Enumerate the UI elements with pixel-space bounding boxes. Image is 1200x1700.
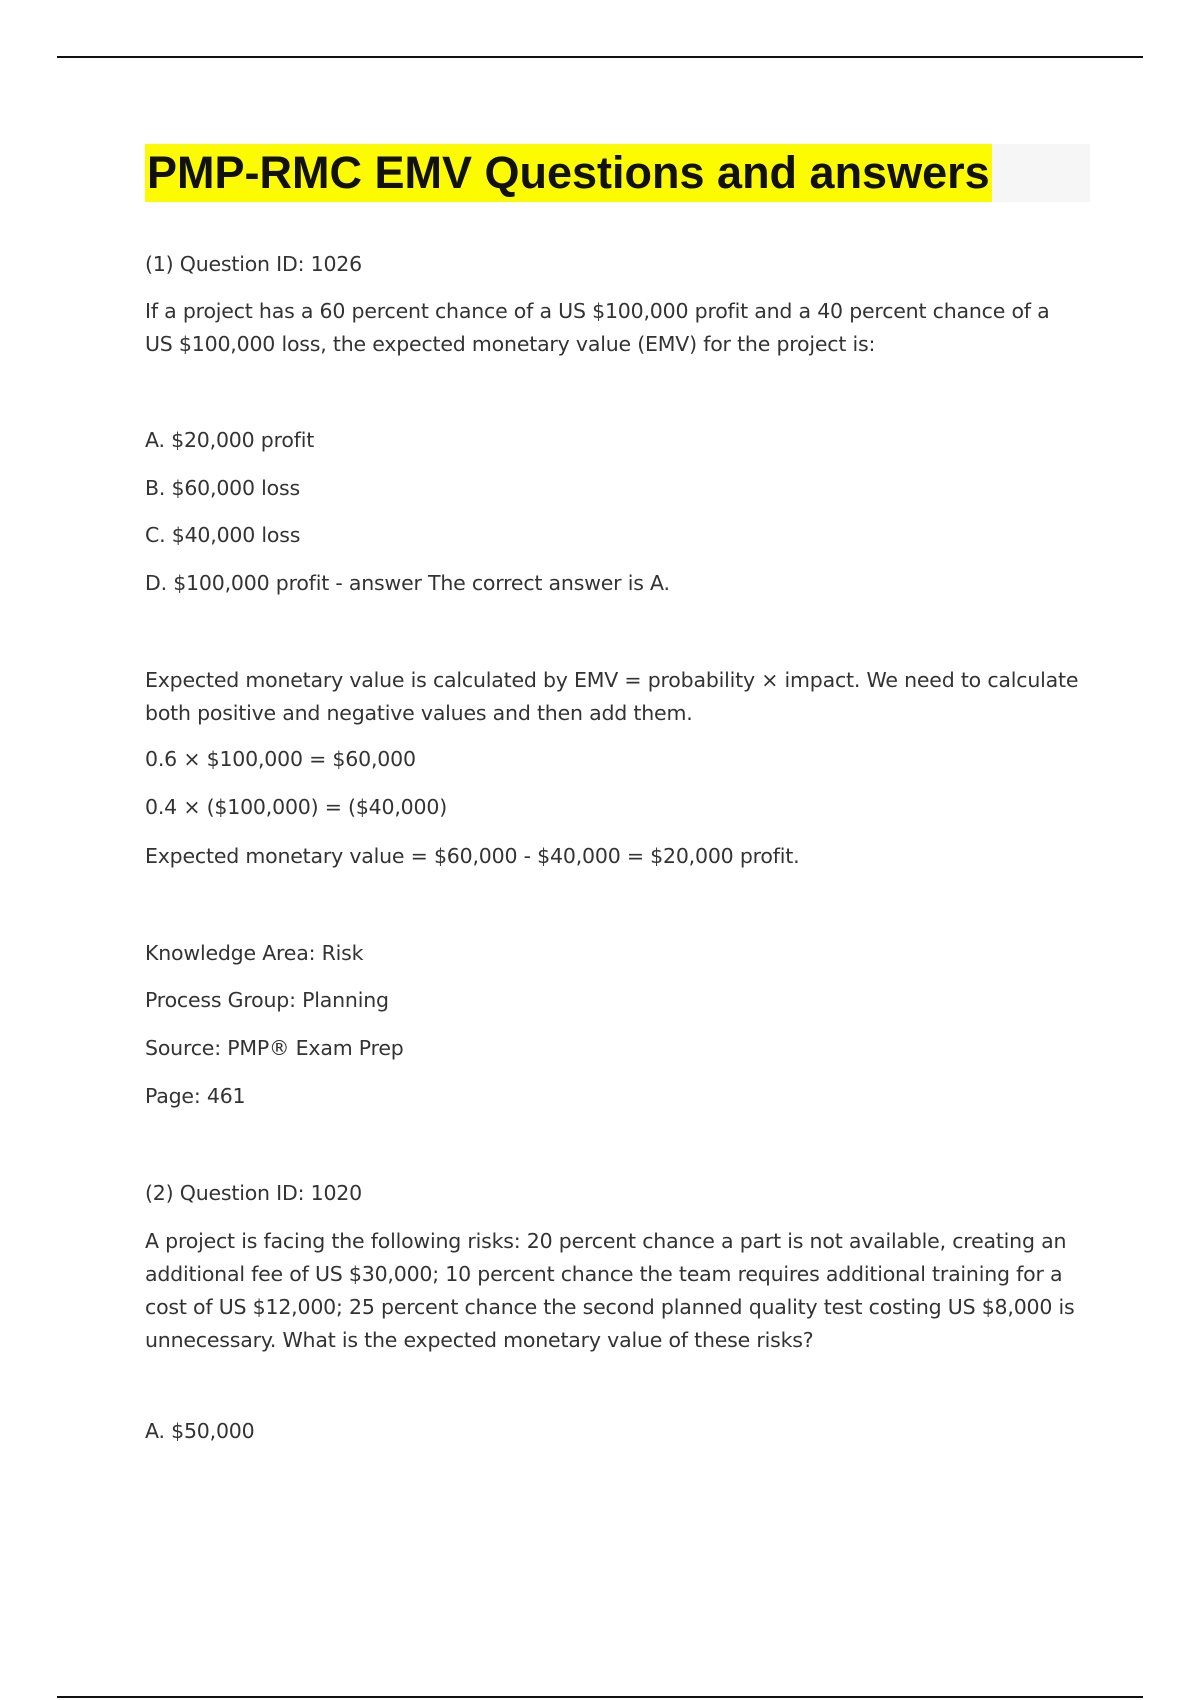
question-1-source: Source: PMP® Exam Prep xyxy=(145,1036,404,1060)
question-1-text: If a project has a 60 percent chance of a US $100,000 profit and a 40 percent chance of a US $100,000 loss, the expected monetary value (EMV) for the project is: xyxy=(145,299,1050,356)
question-1-explanation: Expected monetary value is calculated by EMV = probability × impact. We need to calculate both positive and negative values and then add them. xyxy=(145,668,1079,725)
question-1-option-b: B. $60,000 loss xyxy=(145,476,300,500)
bottom-rule xyxy=(57,1696,1143,1698)
question-2-text: A project is facing the following risks: 20 percent chance a part is not available, creating an additional fee of US $30,000; 10 percent chance the team requires additional training for a cost of US $12,000; 25 percent chance the second planned quality test costing US $8,000 is unnecessary. What is the expected monetary value of these risks? xyxy=(145,1229,1075,1352)
question-1-calc-line: 0.4 × ($100,000) = ($40,000) xyxy=(145,795,448,819)
question-1-calc-line: Expected monetary value = $60,000 - $40,000 = $20,000 profit. xyxy=(145,844,800,868)
question-1-page: Page: 461 xyxy=(145,1084,246,1108)
question-1-calc-line: 0.6 × $100,000 = $60,000 xyxy=(145,747,416,771)
question-1-option-a: A. $20,000 profit xyxy=(145,428,315,452)
question-2-option-a: A. $50,000 xyxy=(145,1419,255,1443)
question-1-process-group: Process Group: Planning xyxy=(145,988,389,1012)
title-band xyxy=(145,144,1090,202)
top-rule xyxy=(57,56,1143,58)
question-1-knowledge-area: Knowledge Area: Risk xyxy=(145,941,364,965)
question-1-id: (1) Question ID: 1026 xyxy=(145,252,362,276)
question-1-option-c: C. $40,000 loss xyxy=(145,523,301,547)
question-2-id: (2) Question ID: 1020 xyxy=(145,1181,362,1205)
question-1-option-d: D. $100,000 profit - answer The correct answer is A. xyxy=(145,571,670,595)
document-title: PMP-RMC EMV Questions and answers xyxy=(145,144,992,202)
